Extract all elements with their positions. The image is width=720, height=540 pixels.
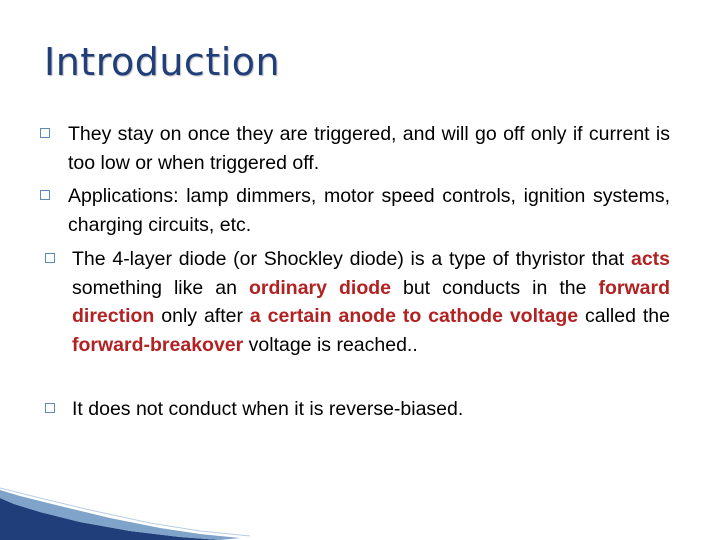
bullet-text: It does not conduct when it is reverse-biased. (72, 398, 464, 420)
bullet-item (72, 245, 670, 359)
bullet-text: They stay on once they are triggered, and will go off only if current is too low or when triggered off. (68, 123, 670, 174)
corner-swoosh-decoration (0, 450, 720, 540)
bullet-text: The 4-layer diode (or Shockley diode) is a type of thyristor that (72, 248, 631, 270)
square-bullet-icon (45, 253, 55, 263)
emphasis-text: forward-breakover (72, 333, 244, 356)
bullet-text: Applications: lamp dimmers, motor speed controls, ignition systems, charging circuits, etc. (68, 185, 670, 236)
emphasis-text: a certain anode to cathode voltage (249, 305, 579, 327)
emphasis-text: forward direction (72, 276, 670, 327)
square-bullet-icon (40, 190, 50, 200)
bullet-item (68, 182, 670, 239)
emphasis-text: ordinary diode (248, 276, 391, 299)
bullet-text: voltage is reached.. (243, 333, 418, 356)
bullet-text: called the (578, 305, 670, 327)
bullet-item (68, 120, 670, 177)
slide-title: Introduction (44, 40, 281, 84)
square-bullet-icon (45, 403, 55, 413)
square-bullet-icon (40, 128, 50, 138)
bullet-text: but conducts in the (390, 276, 599, 299)
bullet-item (72, 395, 670, 424)
bullet-text: something like an (72, 276, 249, 299)
bullet-text: only after (154, 305, 250, 327)
emphasis-text: acts (630, 248, 670, 270)
